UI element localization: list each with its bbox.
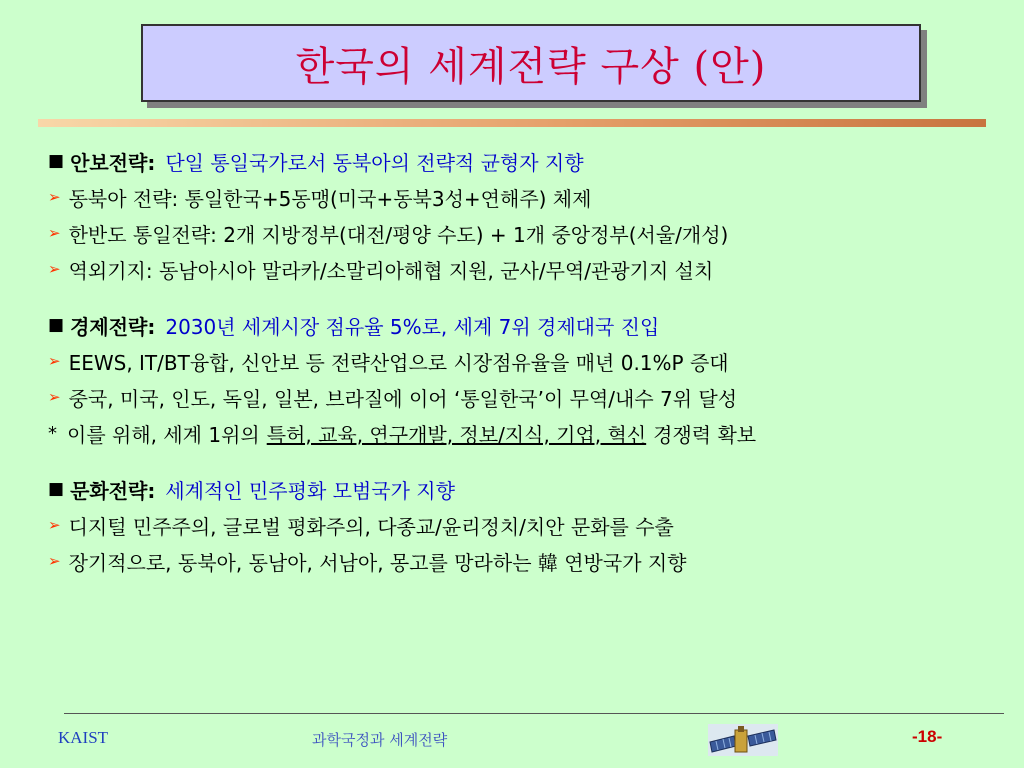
note-line xyxy=(48,415,998,451)
section-label: 문화전략: xyxy=(70,478,156,503)
arrow-bullet-icon: ➢ xyxy=(48,224,61,242)
section-gap xyxy=(48,451,998,471)
section-heading xyxy=(48,307,998,343)
page-title: 한국의 세계전략 구상 (안) xyxy=(295,43,767,90)
square-bullet-icon: ■ xyxy=(48,315,65,335)
section-headline: 2030년 세계시장 점유율 5%로, 세계 7위 경제대국 진입 xyxy=(165,314,660,339)
note-prefix: 이를 위해, 세계 1위의 xyxy=(67,422,260,447)
bullet-text: 동북아 전략: 통일한국+5동맹(미국+동북3성+연해주) 체제 xyxy=(68,186,592,211)
footer-subtitle: 과학국정과 세계전략 xyxy=(312,731,448,749)
arrow-bullet-icon: ➢ xyxy=(48,552,61,570)
arrow-bullet-icon: ➢ xyxy=(48,388,61,406)
bullet-point xyxy=(48,543,998,579)
title-frame xyxy=(141,24,927,108)
section-label: 안보전략: xyxy=(70,150,156,175)
square-bullet-icon: ■ xyxy=(48,479,65,499)
section-gap xyxy=(48,287,998,307)
note-marker: * xyxy=(48,422,57,444)
arrow-bullet-icon: ➢ xyxy=(48,260,61,278)
arrow-bullet-icon: ➢ xyxy=(48,188,61,206)
footer-organization: KAIST xyxy=(58,728,109,747)
note-underlined: 특허, 교육, 연구개발, 정보/지식, 기업, 혁신 xyxy=(266,422,647,447)
bullet-point xyxy=(48,343,998,379)
title-divider-bar xyxy=(38,119,986,127)
bullet-point xyxy=(48,179,998,215)
square-bullet-icon: ■ xyxy=(48,151,65,171)
footer-divider xyxy=(64,713,1004,714)
slide-content xyxy=(48,143,998,579)
bullet-text: EEWS, IT/BT융합, 신안보 등 전략산업으로 시장점유율을 매년 0.1%P 증대 xyxy=(68,350,729,375)
satellite-icon xyxy=(708,724,778,756)
bullet-point xyxy=(48,251,998,287)
bullet-point xyxy=(48,379,998,415)
section-headline: 세계적인 민주평화 모범국가 지향 xyxy=(165,478,455,503)
section-label: 경제전략: xyxy=(70,314,156,339)
bullet-text: 장기적으로, 동북아, 동남아, 서남아, 몽고를 망라하는 韓 연방국가 지향 xyxy=(68,550,687,575)
bullet-text: 중국, 미국, 인도, 독일, 일본, 브라질에 이어 ‘통일한국’이 무역/내수 7위 달성 xyxy=(68,386,738,411)
arrow-bullet-icon: ➢ xyxy=(48,352,61,370)
page-number: -18- xyxy=(912,727,943,746)
bullet-point xyxy=(48,215,998,251)
bullet-point xyxy=(48,507,998,543)
title-box xyxy=(141,24,921,102)
bullet-text: 디지털 민주주의, 글로벌 평화주의, 다종교/윤리정치/치안 문화를 수출 xyxy=(68,514,674,539)
note-suffix: 경쟁력 확보 xyxy=(653,422,757,447)
bullet-text: 역외기지: 동남아시아 말라카/소말리아해협 지원, 군사/무역/관광기지 설치 xyxy=(68,258,714,283)
section-heading xyxy=(48,143,998,179)
section-heading xyxy=(48,471,998,507)
arrow-bullet-icon: ➢ xyxy=(48,516,61,534)
section-headline: 단일 통일국가로서 동북아의 전략적 균형자 지향 xyxy=(165,150,584,175)
bullet-text: 한반도 통일전략: 2개 지방정부(대전/평양 수도) + 1개 중앙정부(서울/개성) xyxy=(68,222,729,247)
